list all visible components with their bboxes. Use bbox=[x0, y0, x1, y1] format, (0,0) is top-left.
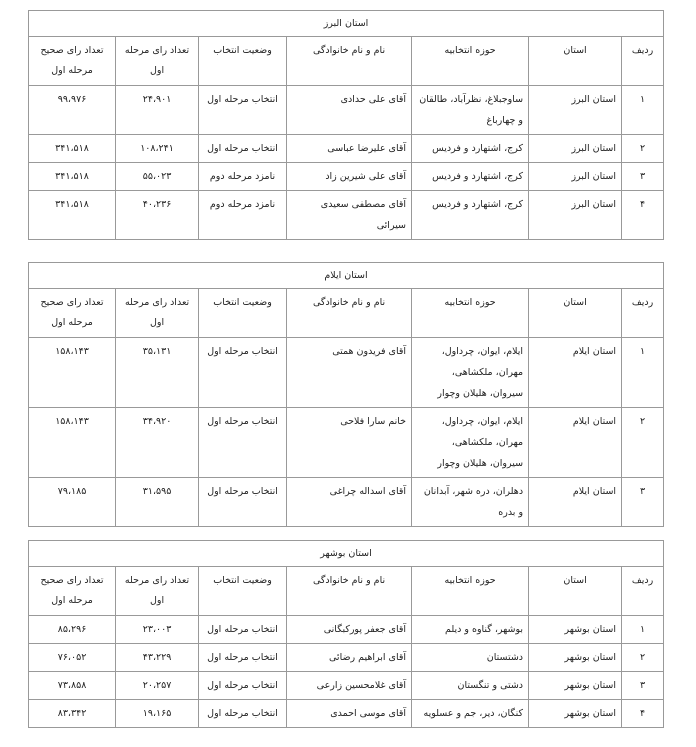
row-number: ۴ bbox=[622, 191, 664, 240]
province-cell: استان البرز bbox=[529, 86, 622, 135]
province-cell: استان البرز bbox=[529, 191, 622, 240]
district-cell: کرج، اشتهارد و فردیس bbox=[412, 191, 529, 240]
table-row bbox=[29, 191, 664, 240]
valid-votes-cell: ۳۴۱،۵۱۸ bbox=[29, 163, 116, 191]
votes-cell: ۵۵،۰۲۳ bbox=[116, 163, 199, 191]
valid-votes-cell: ۷۳،۸۵۸ bbox=[29, 672, 116, 700]
district-cell: دشتی و تنگستان bbox=[412, 672, 529, 700]
valid-votes-cell: ۹۹،۹۷۶ bbox=[29, 86, 116, 135]
alborz-table bbox=[28, 10, 664, 240]
district-cell: ساوجبلاغ، نظرآباد، طالقان و چهارباغ bbox=[412, 86, 529, 135]
row-number: ۱ bbox=[622, 338, 664, 408]
votes-cell: ۳۴،۹۲۰ bbox=[116, 408, 199, 478]
valid-votes-cell: ۳۴۱،۵۱۸ bbox=[29, 135, 116, 163]
table-row bbox=[29, 644, 664, 672]
header-row-num: ردیف bbox=[622, 37, 664, 86]
valid-votes-cell: ۳۴۱،۵۱۸ bbox=[29, 191, 116, 240]
bushehr-table bbox=[28, 540, 664, 728]
header-status: وضعیت انتخاب bbox=[199, 37, 287, 86]
province-cell: استان بوشهر bbox=[529, 616, 622, 644]
status-cell: انتخاب مرحله اول bbox=[199, 672, 287, 700]
table-row bbox=[29, 616, 664, 644]
name-cell: آقای مصطفی سعیدی سیرائی bbox=[287, 191, 412, 240]
district-cell: بوشهر، گناوه و دیلم bbox=[412, 616, 529, 644]
row-number: ۳ bbox=[622, 672, 664, 700]
header-valid-votes: تعداد رای صحیح مرحله اول bbox=[29, 567, 116, 616]
province-cell: استان ایلام bbox=[529, 478, 622, 527]
header-valid-votes: تعداد رای صحیح مرحله اول bbox=[29, 37, 116, 86]
name-cell: خانم سارا فلاحی bbox=[287, 408, 412, 478]
name-cell: آقای غلامحسین زارعی bbox=[287, 672, 412, 700]
province-cell: استان بوشهر bbox=[529, 644, 622, 672]
header-row-num: ردیف bbox=[622, 567, 664, 616]
header-row bbox=[29, 37, 664, 86]
header-name: نام و نام خانوادگی bbox=[287, 289, 412, 338]
province-cell: استان البرز bbox=[529, 135, 622, 163]
district-cell: ایلام، ایوان، چرداول، مهران، ملکشاهی، سیروان، هلیلان وچوار bbox=[412, 408, 529, 478]
province-cell: استان ایلام bbox=[529, 338, 622, 408]
district-cell: کنگان، دیر، جم و عسلویه bbox=[412, 700, 529, 728]
table-row bbox=[29, 478, 664, 527]
valid-votes-cell: ۸۵،۲۹۶ bbox=[29, 616, 116, 644]
header-row-num: ردیف bbox=[622, 289, 664, 338]
header-name: نام و نام خانوادگی bbox=[287, 37, 412, 86]
province-cell: استان ایلام bbox=[529, 408, 622, 478]
table-row bbox=[29, 86, 664, 135]
section-title: استان البرز bbox=[29, 11, 664, 37]
header-first-round-votes: تعداد رای مرحله اول bbox=[116, 289, 199, 338]
table-row bbox=[29, 700, 664, 728]
header-status: وضعیت انتخاب bbox=[199, 567, 287, 616]
name-cell: آقای علیرضا عباسی bbox=[287, 135, 412, 163]
name-cell: آقای فریدون همتی bbox=[287, 338, 412, 408]
status-cell: انتخاب مرحله اول bbox=[199, 700, 287, 728]
name-cell: آقای ابراهیم رضائی bbox=[287, 644, 412, 672]
status-cell: انتخاب مرحله اول bbox=[199, 86, 287, 135]
valid-votes-cell: ۷۹،۱۸۵ bbox=[29, 478, 116, 527]
name-cell: آقای موسی احمدی bbox=[287, 700, 412, 728]
row-number: ۱ bbox=[622, 86, 664, 135]
row-number: ۲ bbox=[622, 135, 664, 163]
votes-cell: ۲۳،۰۰۳ bbox=[116, 616, 199, 644]
district-cell: ایلام، ایوان، چرداول، مهران، ملکشاهی، سیروان، هلیلان وچوار bbox=[412, 338, 529, 408]
name-cell: آقای علی شیرین زاد bbox=[287, 163, 412, 191]
table-row bbox=[29, 163, 664, 191]
header-status: وضعیت انتخاب bbox=[199, 289, 287, 338]
header-first-round-votes: تعداد رای مرحله اول bbox=[116, 37, 199, 86]
row-number: ۳ bbox=[622, 478, 664, 527]
status-cell: انتخاب مرحله اول bbox=[199, 478, 287, 527]
status-cell: انتخاب مرحله اول bbox=[199, 616, 287, 644]
header-province: استان bbox=[529, 37, 622, 86]
table-row bbox=[29, 135, 664, 163]
votes-cell: ۲۴،۹۰۱ bbox=[116, 86, 199, 135]
votes-cell: ۴۰،۲۳۶ bbox=[116, 191, 199, 240]
table-row bbox=[29, 672, 664, 700]
row-number: ۱ bbox=[622, 616, 664, 644]
votes-cell: ۳۱،۵۹۵ bbox=[116, 478, 199, 527]
header-name: نام و نام خانوادگی bbox=[287, 567, 412, 616]
province-cell: استان بوشهر bbox=[529, 700, 622, 728]
district-cell: کرج، اشتهارد و فردیس bbox=[412, 135, 529, 163]
status-cell: انتخاب مرحله اول bbox=[199, 644, 287, 672]
header-province: استان bbox=[529, 567, 622, 616]
header-row bbox=[29, 289, 664, 338]
votes-cell: ۲۰،۲۵۷ bbox=[116, 672, 199, 700]
valid-votes-cell: ۷۶،۰۵۲ bbox=[29, 644, 116, 672]
row-number: ۳ bbox=[622, 163, 664, 191]
votes-cell: ۴۳،۲۲۹ bbox=[116, 644, 199, 672]
status-cell: نامزد مرحله دوم bbox=[199, 191, 287, 240]
section-title: استان ایلام bbox=[29, 263, 664, 289]
status-cell: انتخاب مرحله اول bbox=[199, 135, 287, 163]
district-cell: کرج، اشتهارد و فردیس bbox=[412, 163, 529, 191]
row-number: ۲ bbox=[622, 408, 664, 478]
votes-cell: ۱۰۸،۲۴۱ bbox=[116, 135, 199, 163]
valid-votes-cell: ۱۵۸،۱۴۳ bbox=[29, 408, 116, 478]
name-cell: آقای علی حدادی bbox=[287, 86, 412, 135]
name-cell: آقای جعفر پورکبگانی bbox=[287, 616, 412, 644]
valid-votes-cell: ۱۵۸،۱۴۳ bbox=[29, 338, 116, 408]
table-row bbox=[29, 338, 664, 408]
status-cell: انتخاب مرحله اول bbox=[199, 408, 287, 478]
district-cell: دهلران، دره شهر، آبدانان و بدره bbox=[412, 478, 529, 527]
table-row bbox=[29, 408, 664, 478]
header-district: حوزه انتخابیه bbox=[412, 37, 529, 86]
province-cell: استان البرز bbox=[529, 163, 622, 191]
province-cell: استان بوشهر bbox=[529, 672, 622, 700]
status-cell: انتخاب مرحله اول bbox=[199, 338, 287, 408]
row-number: ۴ bbox=[622, 700, 664, 728]
row-number: ۲ bbox=[622, 644, 664, 672]
name-cell: آقای اسداله چراغی bbox=[287, 478, 412, 527]
district-cell: دشتستان bbox=[412, 644, 529, 672]
status-cell: نامزد مرحله دوم bbox=[199, 163, 287, 191]
header-district: حوزه انتخابیه bbox=[412, 289, 529, 338]
header-province: استان bbox=[529, 289, 622, 338]
section-title: استان بوشهر bbox=[29, 541, 664, 567]
header-first-round-votes: تعداد رای مرحله اول bbox=[116, 567, 199, 616]
votes-cell: ۳۵،۱۳۱ bbox=[116, 338, 199, 408]
header-row bbox=[29, 567, 664, 616]
header-district: حوزه انتخابیه bbox=[412, 567, 529, 616]
votes-cell: ۱۹،۱۶۵ bbox=[116, 700, 199, 728]
header-valid-votes: تعداد رای صحیح مرحله اول bbox=[29, 289, 116, 338]
valid-votes-cell: ۸۳،۳۴۲ bbox=[29, 700, 116, 728]
ilam-table bbox=[28, 262, 664, 527]
